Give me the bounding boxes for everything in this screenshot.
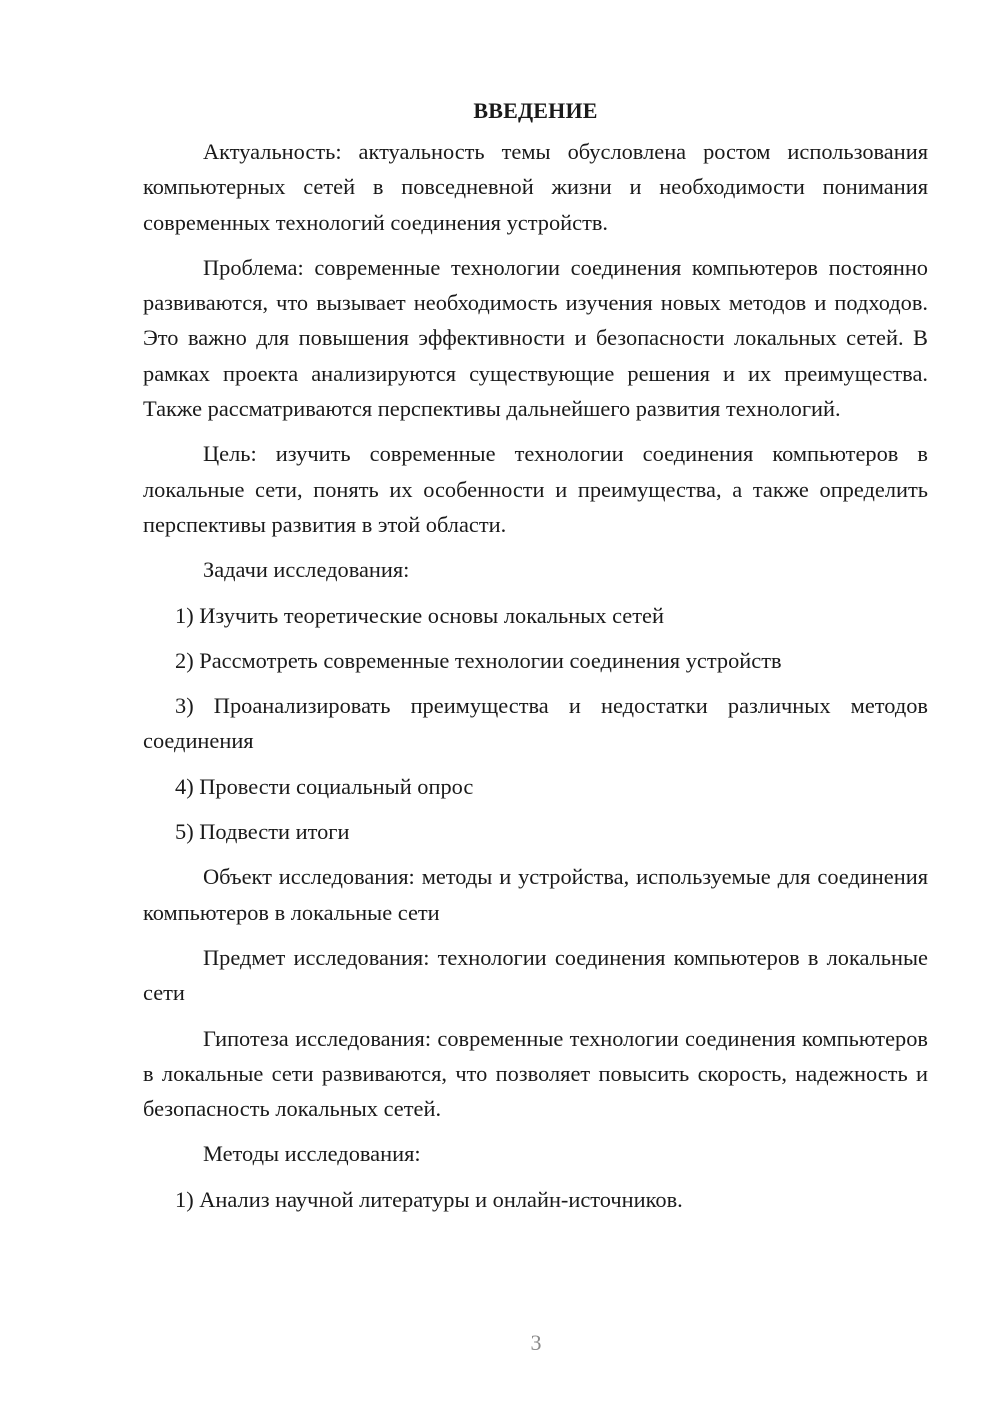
hypothesis-paragraph: Гипотеза исследования: современные технологии соединения компьютеров в локальные сети развиваются, что позволяет повысить скорость, надежность и безопасность локальных сетей. — [143, 1025, 928, 1122]
subject-paragraph: Предмет исследования: технологии соединения компьютеров в локальные сети — [143, 944, 928, 1006]
page-content — [143, 93, 928, 1227]
task-item-1: 1) Изучить теоретические основы локальных сетей — [175, 602, 664, 628]
object-paragraph: Объект исследования: методы и устройства, используемые для соединения компьютеров в локальные сети — [143, 864, 928, 925]
task-item-4: 4) Провести социальный опрос — [175, 773, 474, 799]
method-item-1: 1) Анализ научной литературы и онлайн-источников. — [175, 1186, 683, 1212]
task-item-3: 3) Проанализировать преимущества и недостатки различных методов соединения — [143, 693, 928, 754]
page-number: 3 — [530, 1330, 542, 1355]
relevance-paragraph: Актуальность: актуальность темы обусловлена ростом использования компьютерных сетей в повседневной жизни и необходимости понимания современных технологий соединения устройств. — [143, 139, 928, 235]
goal-paragraph: Цель: изучить современные технологии соединения компьютеров в локальные сети, понять их особенности и преимущества, а также определить перспективы развития в этой области. — [143, 441, 928, 537]
problem-paragraph: Проблема: современные технологии соединения компьютеров постоянно развиваются, что вызывает необходимость изучения новых методов и подходов. Это важно для повышения эффективности и безопасности локальных сетей. В рамках проекта анализируются существующие решения и их преимущества. Также рассматриваются перспективы дальнейшего развития технологий. — [143, 254, 928, 422]
page-title: ВВЕДЕНИЕ — [473, 98, 598, 123]
task-item-2: 2) Рассмотреть современные технологии соединения устройств — [175, 647, 782, 673]
task-item-5: 5) Подвести итоги — [175, 819, 350, 845]
methods-heading: Методы исследования: — [203, 1141, 421, 1167]
tasks-heading: Задачи исследования: — [203, 557, 410, 583]
